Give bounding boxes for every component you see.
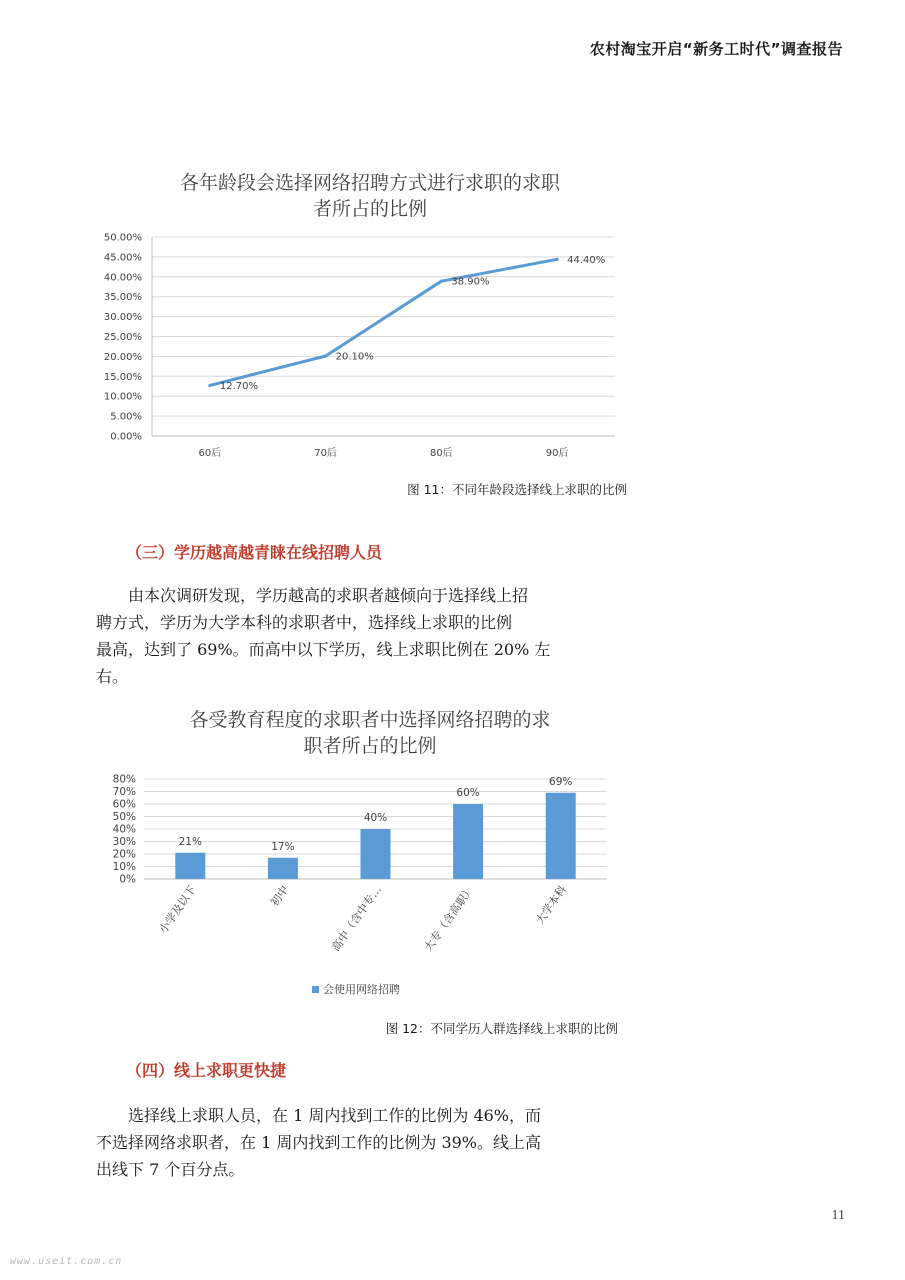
section4-heading: （四）线上求职更快捷: [126, 1061, 287, 1080]
figure11-series-line: [210, 259, 557, 385]
figure12-bar: [546, 793, 576, 879]
section3-line-3: 最高，达到了 69%。而高中以下学历，线上求职比例在 20% 左: [96, 640, 551, 659]
figure12-caption: 图 12：不同学历人群选择线上求职的比例: [385, 1021, 618, 1036]
figure11-data-point: [556, 258, 559, 261]
figure12-x-tick-label: 初中: [268, 883, 292, 909]
figure12-bar: [175, 853, 205, 879]
figure11-y-tick-label: 30.00%: [103, 312, 142, 324]
figure12-chart-title: [110, 707, 630, 759]
figure12-y-tick-label: 30%: [112, 836, 136, 848]
figure12-y-tick-label: 0%: [119, 873, 136, 886]
figure11-y-tick-label: 25.00%: [103, 332, 142, 343]
figure11-line-chart: [90, 225, 630, 470]
figure12-data-label: 60%: [456, 787, 480, 799]
figure11-x-tick-label: 70后: [314, 448, 337, 459]
figure12-data-label: 40%: [363, 812, 388, 824]
section3-heading: （三）学历越高越青睐在线招聘人员: [126, 543, 383, 562]
figure11-chart-title: [110, 170, 630, 222]
figure11-data-point: [324, 355, 327, 358]
figure12-x-tick-label: 小学及以下: [156, 883, 199, 936]
figure11-title-line2: 者所占的比例: [312, 198, 427, 220]
figure12-title-line1: 各受教育程度的求职者中选择网络招聘的求: [189, 709, 551, 731]
figure11-y-tick-label: 5.00%: [110, 411, 142, 423]
figure12-bar: [268, 858, 298, 879]
section4-line-3: 出线下 7 个百分点。: [96, 1160, 245, 1179]
page-number: 11: [831, 1208, 845, 1223]
figure11-data-point: [208, 384, 211, 387]
figure11-y-tick-label: 0.00%: [110, 431, 142, 443]
figure12-data-label: 69%: [549, 775, 573, 788]
figure12-y-tick-label: 80%: [112, 773, 136, 786]
figure12-title-line2: 职者所占的比例: [303, 735, 437, 757]
section3-line-1: 由本次调研发现，学历越高的求职者越倾向于选择线上招: [128, 586, 529, 605]
section3-line-4: 右。: [96, 667, 129, 686]
figure11-y-tick-label: 45.00%: [103, 252, 142, 264]
figure11-x-tick-label: 80后: [430, 448, 453, 459]
figure12-x-tick-label: 大专（含高职）: [421, 883, 477, 954]
figure12-x-tick-label: 高中（含中专…: [329, 883, 384, 954]
figure11-y-tick-label: 10.00%: [103, 391, 142, 403]
figure12-y-tick-label: 50%: [112, 811, 136, 823]
figure12-legend-swatch: [312, 986, 319, 993]
figure11-data-label: 44.40%: [567, 254, 606, 266]
figure12-data-label: 17%: [271, 840, 295, 853]
figure11-caption: 图 11：不同年龄段选择线上求职的比例: [407, 482, 627, 497]
section3-paragraph: [96, 582, 628, 690]
figure11-data-label: 12.70%: [219, 380, 259, 392]
figure11-y-tick-label: 50.00%: [103, 232, 142, 244]
figure12-y-tick-label: 70%: [112, 786, 136, 798]
figure11-title-line1: 各年龄段会选择网络招聘方式进行求职的求职: [179, 172, 560, 194]
figure12-y-tick-label: 20%: [112, 848, 136, 861]
figure11-data-label: 38.90%: [451, 276, 490, 288]
figure11-y-tick-label: 20.00%: [103, 351, 142, 363]
section4-paragraph: [96, 1102, 628, 1183]
figure11-x-tick-label: 90后: [545, 448, 569, 459]
figure11-x-tick-label: 60后: [198, 448, 222, 459]
figure12-bar-chart: [90, 765, 630, 1005]
section3-line-2: 聘方式，学历为大学本科的求职者中，选择线上求职的比例: [96, 613, 513, 632]
figure12-bar: [453, 804, 483, 879]
figure11-y-tick-label: 35.00%: [103, 292, 142, 304]
figure11-y-tick-label: 40.00%: [103, 272, 142, 284]
figure12-y-tick-label: 10%: [112, 861, 136, 873]
watermark: www.useit.com.cn: [10, 1256, 123, 1267]
figure11-data-point: [440, 280, 443, 283]
figure12-x-tick-label: 大学本科: [533, 883, 570, 927]
figure12-legend-label: 会使用网络招聘: [323, 983, 400, 996]
section4-line-2: 不选择网络求职者，在 1 周内找到工作的比例为 39%。线上高: [96, 1133, 542, 1152]
figure12-bar: [361, 829, 391, 879]
figure11-y-tick-label: 15.00%: [103, 371, 142, 383]
figure12-data-label: 21%: [178, 835, 202, 848]
section4-line-1: 选择线上求职人员，在 1 周内找到工作的比例为 46%，而: [128, 1106, 542, 1125]
figure11-data-label: 20.10%: [335, 351, 374, 363]
figure12-y-tick-label: 40%: [112, 823, 136, 836]
report-header-title: 农村淘宝开启“新务工时代”调查报告: [589, 40, 843, 58]
figure12-y-tick-label: 60%: [112, 798, 136, 811]
